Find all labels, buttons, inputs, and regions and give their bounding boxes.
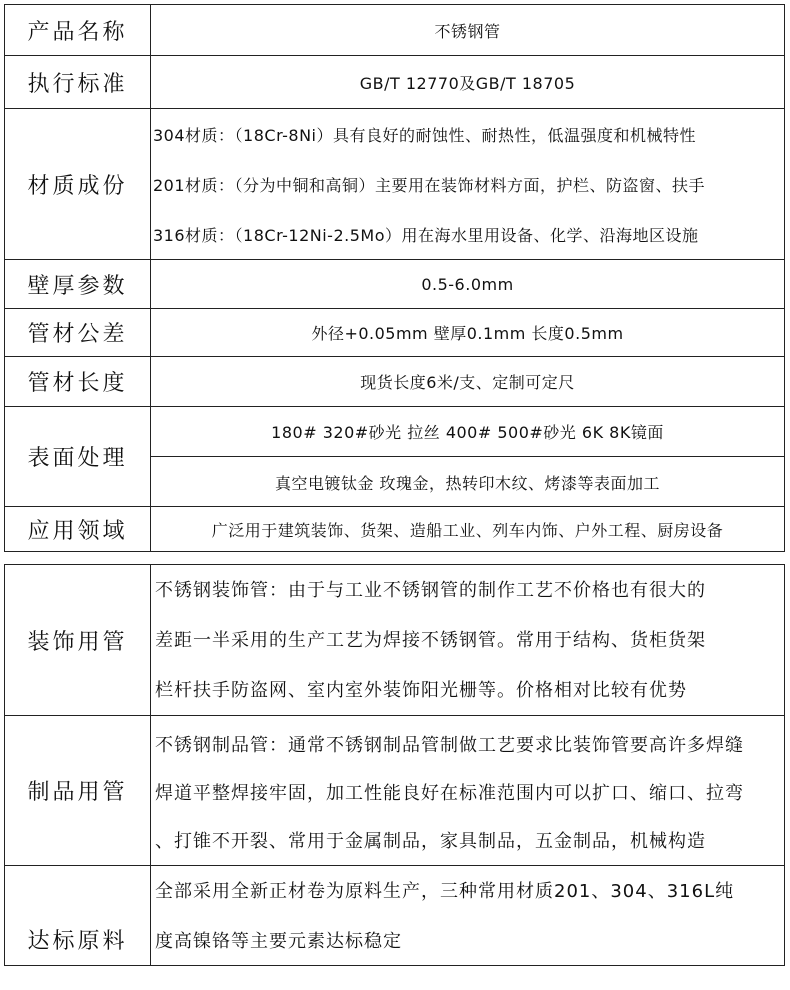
label-surface: 表面处理 (5, 407, 151, 506)
row-application (5, 506, 784, 552)
label-wall-thickness: 壁厚参数 (5, 260, 151, 308)
row-length (5, 356, 784, 406)
row-raw-material (5, 865, 784, 965)
row-wall-thickness (5, 259, 784, 308)
value-product-name: 不锈钢管 (434, 21, 501, 41)
label-application: 应用领域 (5, 507, 151, 552)
raw-material-line-2: 度高镍铬等主要元素达标稳定 (155, 931, 402, 952)
surface-line-coatings: 真空电镀钛金 玫瑰金，热转印木纹、烤漆等表面加工 (274, 473, 661, 493)
raw-material-line-1: 全部采用全新正材卷为原料生产，三种常用材质201、304、316L纯 (155, 881, 735, 902)
value-tolerance: 外径+0.05mm 壁厚0.1mm 长度0.5mm (311, 324, 624, 343)
decorative-line-1: 不锈钢装饰管：由于与工业不锈钢管的制作工艺不价格也有很大的 (155, 579, 706, 601)
row-standard (5, 55, 784, 108)
decorative-line-3: 栏杆扶手防盗网、室内室外装饰阳光栅等。价格相对比较有优势 (155, 679, 687, 701)
label-raw-material: 达标原料 (5, 866, 151, 965)
label-tolerance: 管材公差 (5, 309, 151, 356)
decorative-line-2: 差距一半采用的生产工艺为焊接不锈钢管。常用于结构、货柜货架 (155, 629, 706, 651)
value-standard: GB/T 12770及GB/T 18705 (359, 73, 576, 93)
label-product: 制品用管 (5, 716, 151, 865)
label-material: 材质成份 (5, 109, 151, 259)
label-decorative: 装饰用管 (5, 565, 151, 715)
product-line-2: 焊道平整焊接牢固，加工性能良好在标准范围内可以扩口、缩口、拉弯 (155, 782, 744, 804)
row-material (5, 108, 784, 259)
material-line-316: 316材质：（18Cr-12Ni-2.5Mo）用在海水里用设备、化学、沿海地区设施 (153, 225, 699, 245)
label-product-name: 产品名称 (5, 5, 151, 55)
spec-table (4, 4, 785, 552)
value-length: 现货长度6米/支、定制可定尺 (360, 373, 575, 392)
product-line-3: 、打锥不开裂、常用于金属制品，家具制品，五金制品，机械构造 (155, 830, 706, 852)
product-line-1: 不锈钢制品管：通常不锈钢制品管制做工艺要求比装饰管要高许多焊缝 (155, 734, 744, 756)
label-standard: 执行标准 (5, 56, 151, 108)
row-product (5, 715, 784, 865)
row-surface (5, 406, 784, 506)
row-decorative (5, 565, 784, 715)
surface-line-finishes: 180# 320#砂光 拉丝 400# 500#砂光 6K 8K镜面 (151, 407, 784, 457)
usage-table (4, 564, 785, 966)
material-line-304: 304材质：（18Cr-8Ni）具有良好的耐蚀性、耐热性，低温强度和机械特性 (153, 125, 696, 145)
material-line-201: 201材质：（分为中铜和高铜）主要用在装饰材料方面，护栏、防盗窗、扶手 (153, 175, 706, 195)
value-application: 广泛用于建筑装饰、货架、造船工业、列车内饰、户外工程、厨房设备 (211, 521, 724, 540)
value-wall-thickness: 0.5-6.0mm (421, 274, 514, 294)
label-length: 管材长度 (5, 357, 151, 406)
row-tolerance (5, 308, 784, 356)
row-product-name (5, 5, 784, 55)
